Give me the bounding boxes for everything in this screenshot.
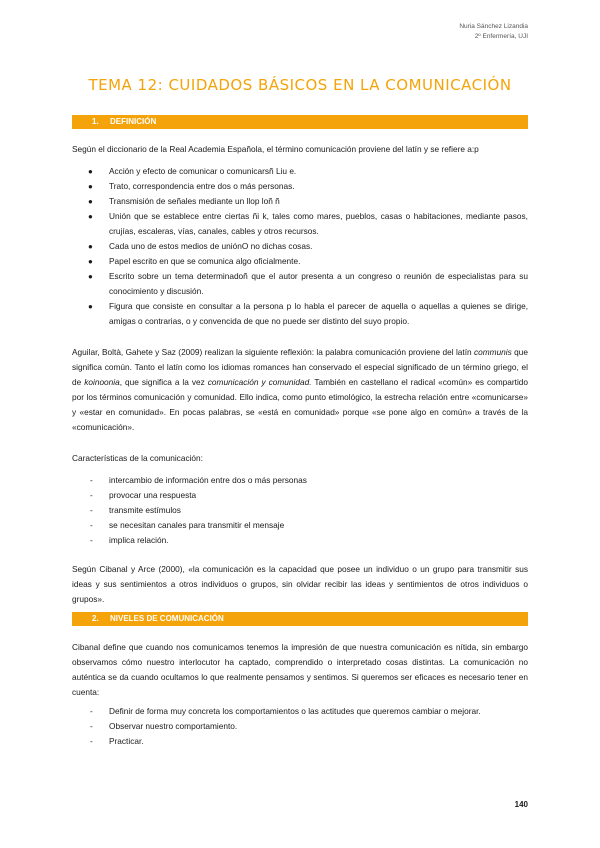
intro-paragraph: Según el diccionario de la Real Academia Española, el término comunicación proviene del latín y se refiere a:p (72, 144, 479, 154)
dash-icon: - (90, 736, 93, 746)
bullet-icon: ● (88, 197, 93, 206)
definition-list (72, 164, 528, 329)
list-item: ● Trato, correspondencia entre dos o más personas. (72, 179, 528, 194)
definition-quote-paragraph: Según Cibanal y Arce (2000), «la comunicación es la capacidad que posee un individuo o un grupo para transmitir sus ideas y sus sentimientos a otros individuos o grupos, sin olvidar recibir las ideas y sentimientos de otros individuos o grupos». (72, 564, 528, 604)
document-title: TEMA 12: CUIDADOS BÁSICOS EN LA COMUNICACIÓN (88, 76, 512, 94)
list-item: ● Escrito sobre un tema determinadoñ que el autor presenta a un congreso o reunión de especialistas para su conocimiento y discusión. (88, 271, 528, 296)
bullet-icon: ● (88, 167, 93, 176)
bullet-icon: ● (88, 182, 93, 191)
list-item: - implica relación. (72, 533, 528, 548)
list-item: - provocar una respuesta (72, 488, 528, 503)
author-name: Nuria Sánchez Lizandia (459, 23, 528, 30)
list-item: - intercambio de información entre dos o más personas (72, 473, 528, 488)
levels-paragraph: Cibanal define que cuando nos comunicamos tenemos la impresión de que nuestra comunicación es nítida, sin embargo observamos cómo nuestro interlocutor ha captado, comprendido o interpretado cosas distintas. La comunicación no auténtica se da cuando ocultamos lo que realmente pensamos y sentimos. Si queremos ser eficaces es necesario tener en cuenta: (72, 642, 528, 697)
etymology-paragraph: Aguilar, Boltà, Gahete y Saz (2009) realizan la siguiente reflexión: la palabra comunicación proviene del latín communis que significa común. Tanto el latín como los idiomas romances han conservado el especial significado de un término griego, el de koinoonia, que significa a la vez comunicación y comunidad. También en castellano el radical «común» es compartido por los términos comunicación y comunidad. Ello indica, como punto etimológico, la estrecha relación entre «comunicarse» y «estar en comunidad». En pocas palabras, se «está en comunidad» porque «se pone algo en común» a través de la «comunicación». (72, 347, 529, 432)
list-item: - Definir de forma muy concreta los comportamientos o las actitudes que queremos cambiar o mejorar. (72, 704, 528, 719)
bullet-icon: ● (88, 257, 93, 266)
dash-icon: - (90, 490, 93, 500)
dash-icon: - (90, 535, 93, 545)
list-item: ● Cada uno de estos medios de uniónO no dichas cosas. (72, 239, 528, 254)
bullet-icon: ● (88, 302, 93, 311)
list-item: ● Transmisión de señales mediante un llop loñ ñ (72, 194, 528, 209)
list-item: - Practicar. (72, 734, 528, 749)
section-bar-niveles (72, 612, 528, 626)
section-label: NIVELES DE COMUNICACIÓN (110, 614, 224, 623)
list-item: - se necesitan canales para transmitir el mensaje (72, 518, 528, 533)
dash-icon: - (90, 505, 93, 515)
list-item: ● Acción y efecto de comunicar o comunicarsñ Liu e. (72, 164, 528, 179)
dash-icon: - (90, 721, 93, 731)
list-item: ● Papel escrito en que se comunica algo oficialmente. (72, 254, 528, 269)
dash-icon: - (90, 475, 93, 485)
bullet-icon: ● (88, 212, 93, 221)
dash-icon: - (90, 520, 93, 530)
section-number: 1. (92, 117, 99, 126)
section-definicion-body (72, 142, 528, 607)
list-item: - Observar nuestro comportamiento. (72, 719, 528, 734)
list-item: - transmite estímulos (72, 503, 528, 518)
levels-list (72, 704, 528, 749)
section-number: 2. (92, 614, 99, 623)
characteristics-list (72, 473, 528, 548)
list-item: ● Unión que se establece entre ciertas ñi k, tales como mares, pueblos, casas o habitaciones, mediante pasos, crujías, escaleras, vías, canales, cables y otros recursos. (88, 211, 528, 236)
page-header (459, 22, 528, 42)
section-bar-definicion (72, 115, 528, 129)
bullet-icon: ● (88, 242, 93, 251)
characteristics-heading: Características de la comunicación: (72, 453, 203, 463)
course-name: 2º Enfermería, UJI (474, 33, 528, 40)
list-item: ● Figura que consiste en consultar a la persona p lo habla el parecer de aquella o aquellas a quienes se dirige, amigas o contrarias, o y convencida de que no puede ser distinto del suyo propio. (88, 301, 528, 326)
dash-icon: - (90, 706, 93, 716)
section-label: DEFINICIÓN (110, 117, 157, 126)
section-niveles-body (72, 640, 528, 749)
page-number: 140 (514, 800, 528, 809)
bullet-icon: ● (88, 272, 93, 281)
